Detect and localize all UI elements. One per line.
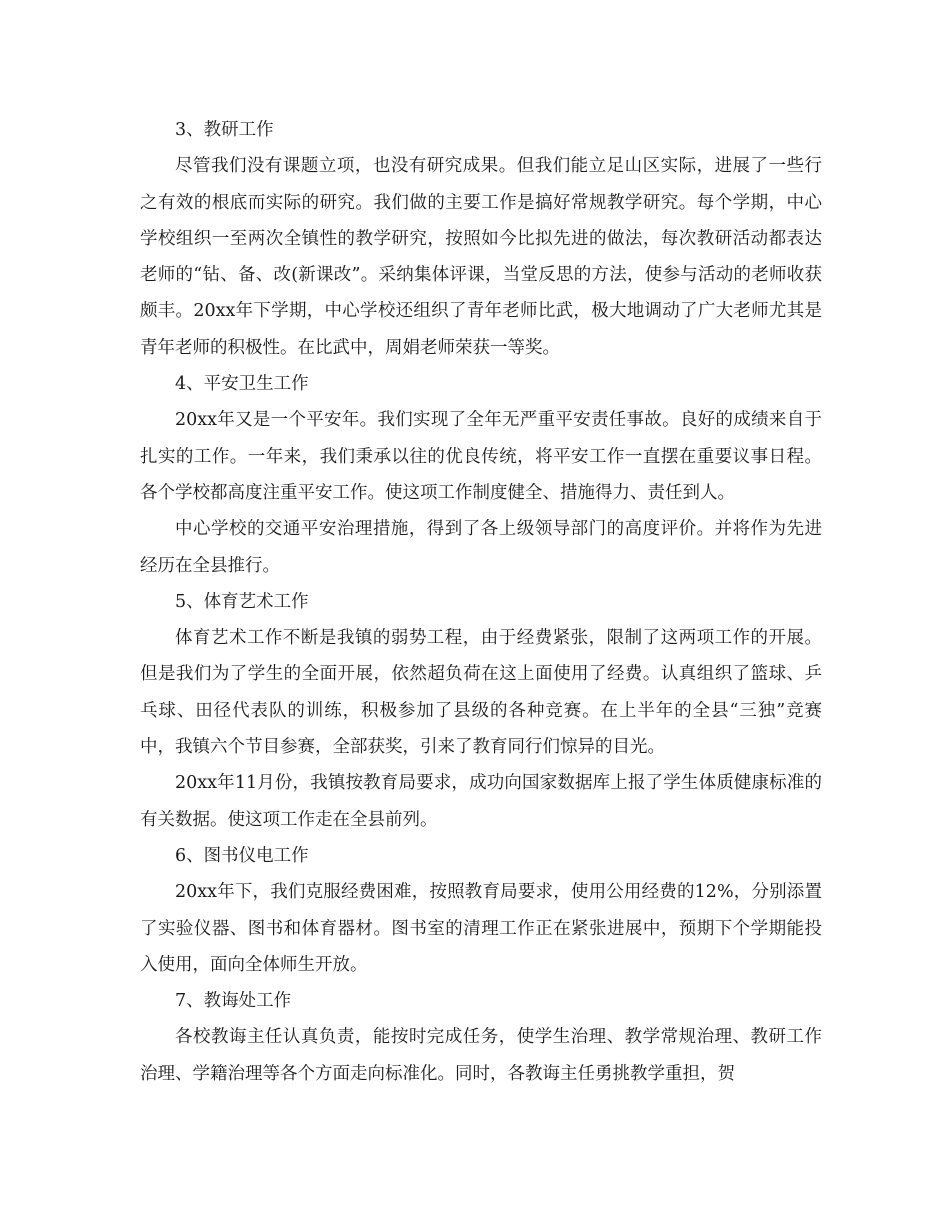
section-heading-guidance-office: 7、教诲处工作 bbox=[175, 991, 292, 1012]
paragraph-teaching-research: 尽管我们没有课题立项，也没有研究成果。但我们能立足山区实际，进展了一些行之有效的根底而实际的研究。我们做的主要工作是搞好常规教学研究。每个学期，中心学校组织一至两次全镇性的教学研究，按照如今比拟先进的做法，每次教研活动都表达老师的“钻、备、改(新课改”。采纳集体评课，当堂反思的方法，使参与活动的老师收获颇丰。20xx年下学期，中心学校还组织了青年老师比武，极大地调动了广大老师尤其是青年老师的积极性。在比武中，周娟老师荣获一等奖。 bbox=[140, 156, 822, 358]
paragraph-library-equipment: 20xx年下，我们克服经费困难，按照教育局要求，使用公用经费的12%，分别添置了实验仪器、图书和体育器材。图书室的清理工作正在紧张进展中，预期下个学期能投入使用，面向全体师生开放。 bbox=[140, 882, 822, 975]
document-page bbox=[140, 112, 822, 1092]
section-heading-library-equipment: 6、图书仪电工作 bbox=[175, 845, 309, 866]
paragraph-sports-arts-1: 体育艺术工作不断是我镇的弱势工程，由于经费紧张，限制了这两项工作的开展。但是我们为了学生的全面开展，依然超负荷在这上面使用了经费。认真组织了篮球、乒乓球、田径代表队的训练，积极参加了县级的各种竞赛。在上半年的全县“三独”竞赛中，我镇六个节目参赛，全部获奖，引来了教育同行们惊异的目光。 bbox=[140, 628, 822, 758]
paragraph-guidance-office: 各校教诲主任认真负责，能按时完成任务，使学生治理、教学常规治理、教研工作治理、学籍治理等各个方面走向标准化。同时，各教诲主任勇挑教学重担，贺 bbox=[140, 1027, 822, 1084]
section-heading-teaching-research: 3、教研工作 bbox=[175, 120, 274, 140]
section-heading-safety-health: 4、平安卫生工作 bbox=[175, 374, 309, 395]
paragraph-safety-health-2: 中心学校的交通平安治理措施，得到了各上级领导部门的高度评价。并将作为先进经历在全县推行。 bbox=[140, 519, 822, 576]
section-heading-sports-arts: 5、体育艺术工作 bbox=[175, 591, 309, 612]
paragraph-sports-arts-2: 20xx年11月份，我镇按教育局要求，成功向国家数据库上报了学生体质健康标准的有关数据。使这项工作走在全县前列。 bbox=[140, 773, 822, 830]
paragraph-safety-health-1: 20xx年又是一个平安年。我们实现了全年无严重平安责任事故。良好的成绩来自于扎实的工作。一年来，我们秉承以往的优良传统，将平安工作一直摆在重要议事日程。各个学校都高度注重平安工作。使这项工作制度健全、措施得力、责任到人。 bbox=[140, 410, 822, 503]
